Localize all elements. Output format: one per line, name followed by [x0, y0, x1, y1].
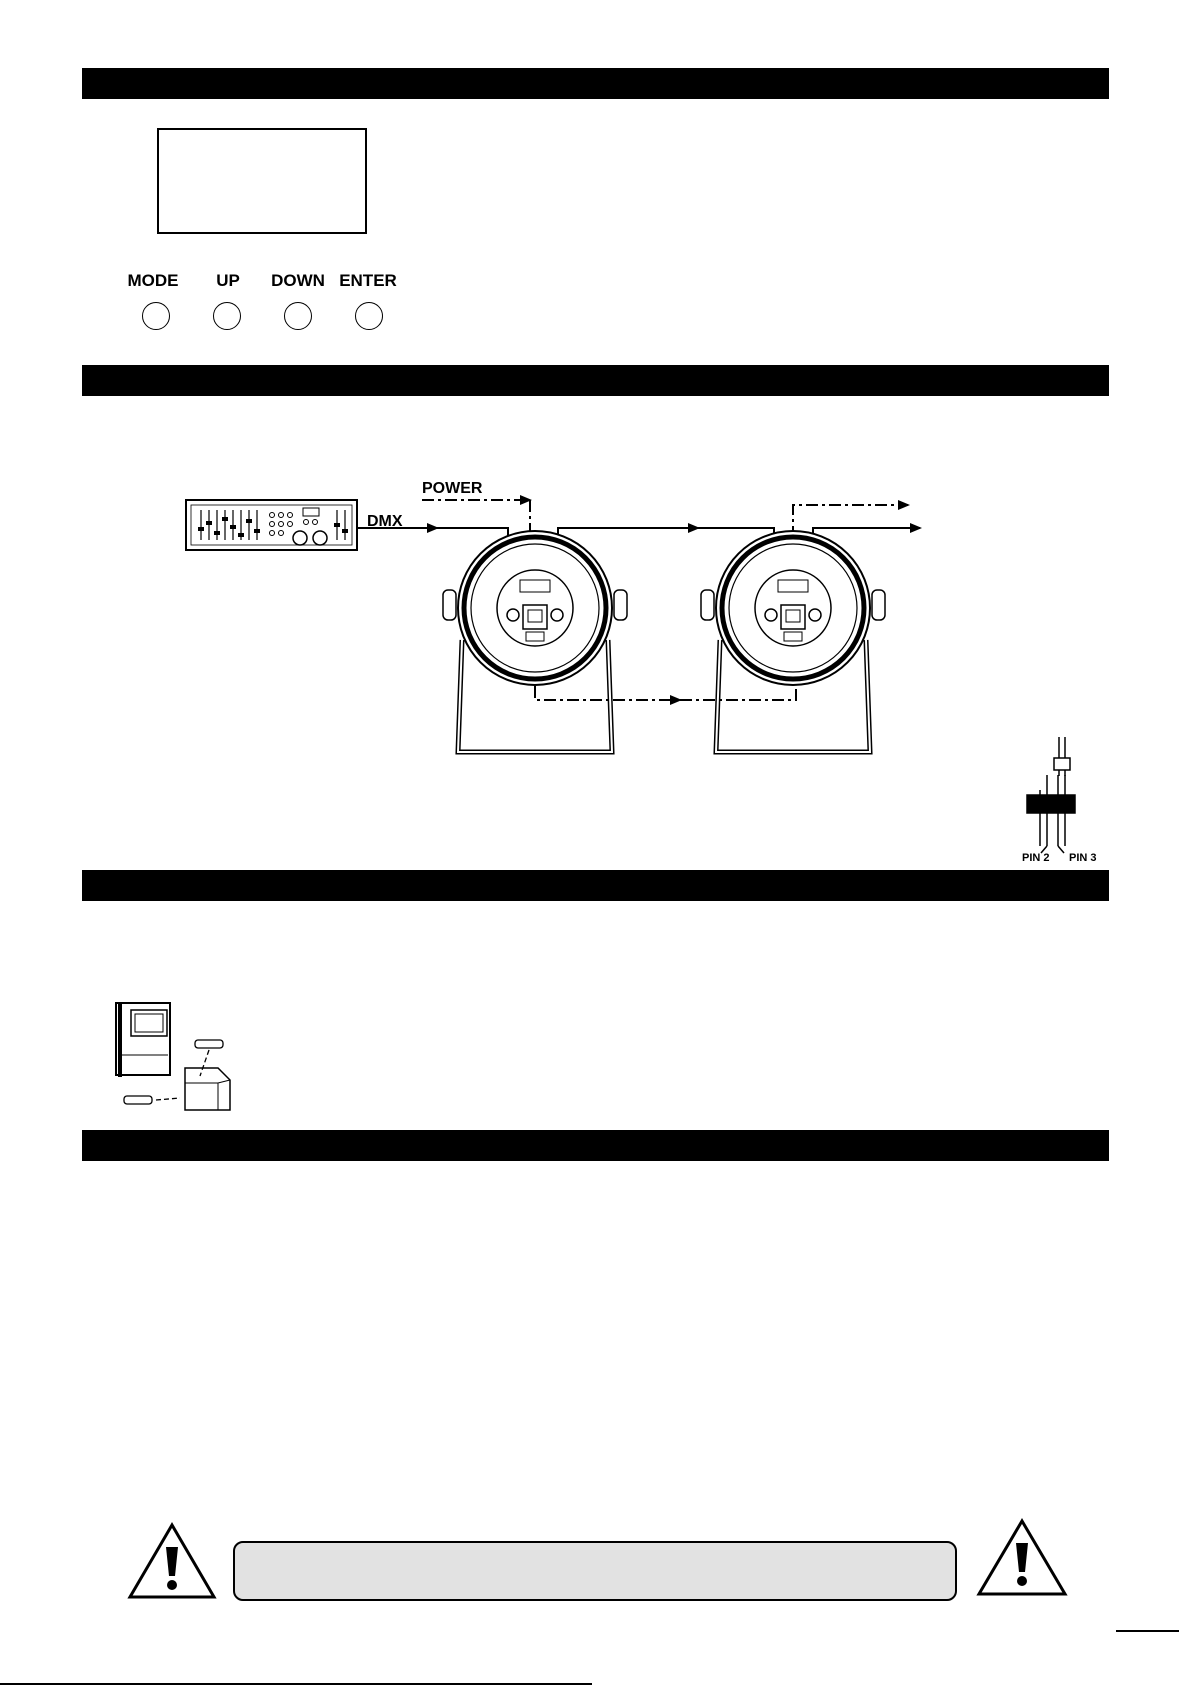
par-fixture-2 [701, 531, 885, 752]
fuse-holder-illustration [116, 1003, 230, 1110]
pin3-label: PIN 3 [1069, 852, 1097, 864]
down-button-label: DOWN [271, 271, 325, 290]
dmx-controller [186, 500, 357, 550]
pin2-label: PIN 2 [1022, 852, 1050, 864]
warning-icon-right [979, 1521, 1065, 1594]
enter-button-label: ENTER [339, 271, 397, 290]
par-fixture-1 [443, 531, 627, 752]
warning-icon-left [130, 1525, 214, 1597]
warning-box [233, 1541, 957, 1601]
warning-text [235, 1543, 955, 1579]
page-number-rule [1116, 1630, 1179, 1632]
up-button-label: UP [216, 271, 240, 290]
dmx-terminator-plug [1022, 737, 1097, 864]
dmx-label: DMX [367, 513, 403, 530]
power-label: POWER [422, 480, 483, 497]
mode-button-label: MODE [127, 271, 179, 290]
